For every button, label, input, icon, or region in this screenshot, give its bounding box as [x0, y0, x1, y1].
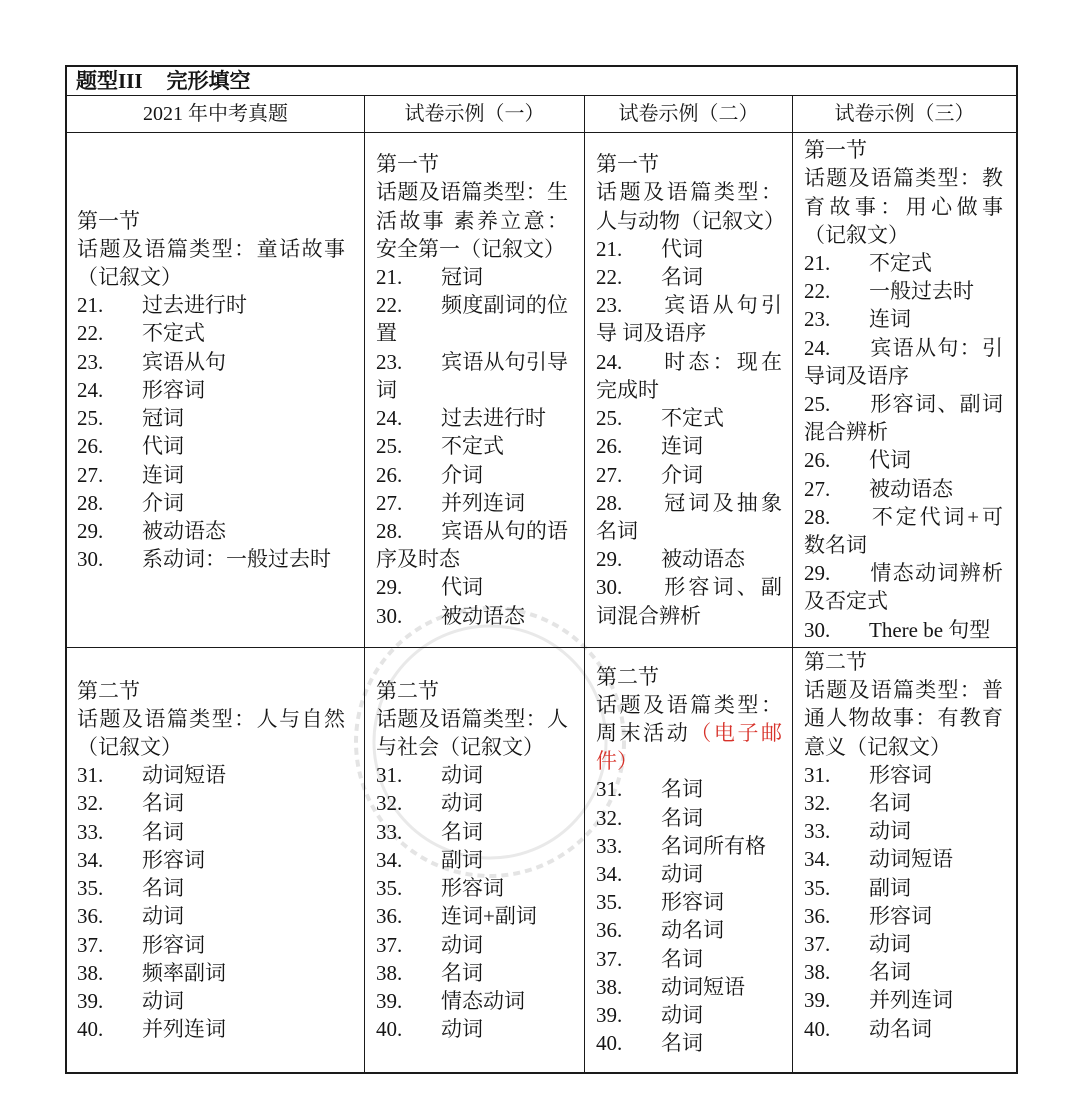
list-item: [804, 503, 1003, 559]
item-number: 25.: [596, 406, 623, 431]
item-number: 34.: [77, 847, 104, 872]
topic-text: 话题及语篇类型：童话故事（记叙文）: [77, 236, 345, 290]
item-grammar-point: 形容词: [869, 903, 932, 928]
item-number: 23.: [77, 349, 104, 374]
item-number: 31.: [596, 777, 623, 802]
item-number: 21.: [376, 265, 403, 290]
list-item: [804, 902, 1003, 930]
list-item: [376, 846, 568, 874]
item-number: 27.: [77, 462, 104, 487]
item-number: 32.: [376, 791, 403, 816]
item-grammar-point: 宾语从句的语序及时态: [376, 518, 568, 572]
cell-content: [376, 677, 568, 1044]
item-number: 22.: [376, 293, 403, 318]
item-number: 38.: [596, 974, 623, 999]
list-item: [596, 973, 782, 1001]
item-grammar-point: 动词: [441, 1017, 483, 1042]
item-number: 22.: [77, 321, 104, 346]
item-number: 32.: [77, 791, 104, 816]
item-grammar-point: 宾语从句：引导词及语序: [804, 335, 1003, 388]
column-header-sample-2: 试卷示例（二）: [584, 95, 793, 133]
item-number: 26.: [77, 434, 104, 459]
item-grammar-point: 连词: [142, 462, 184, 487]
item-grammar-point: 动名词: [661, 918, 724, 943]
cell-content: [804, 648, 1003, 1043]
item-number: 24.: [376, 406, 403, 431]
list-item: [804, 616, 1003, 644]
item-grammar-point: 过去进行时: [142, 293, 247, 318]
list-item: [804, 986, 1003, 1014]
question-type-name: 完形填空: [166, 69, 251, 93]
item-number: 32.: [596, 805, 623, 830]
topic-text: 话题及语篇类型：人与动物（记叙文）: [596, 180, 785, 233]
list-item: [596, 404, 782, 432]
list-item: [596, 775, 782, 803]
item-number: 27.: [804, 476, 831, 501]
section-1-sample-2-cell: [584, 132, 793, 648]
item-grammar-point: 动词: [661, 862, 703, 886]
list-item: [376, 931, 568, 959]
list-item: [804, 277, 1003, 305]
topic-text: 话题及语篇类型：生活故事 素养立意：安全第一（记叙文）: [376, 180, 568, 261]
item-grammar-point: 连词+副词: [441, 904, 537, 929]
item-number: 38.: [804, 960, 831, 985]
section-heading: 第一节: [77, 208, 140, 233]
item-grammar-point: 名词: [661, 777, 703, 802]
item-grammar-point: 名词: [661, 1031, 703, 1056]
item-grammar-point: 动词: [869, 932, 911, 957]
list-item: [77, 818, 345, 846]
item-number: 30.: [77, 547, 104, 572]
list-item: [596, 888, 782, 916]
item-number: 27.: [596, 462, 623, 487]
list-item: [596, 860, 782, 888]
list-item: [596, 263, 782, 291]
item-number: 40.: [596, 1031, 623, 1056]
item-grammar-point: 不定代词+可数名词: [804, 504, 1003, 558]
topic-line: [376, 178, 568, 263]
item-grammar-point: 冠词及抽象名词: [596, 490, 782, 543]
list-item: [376, 461, 568, 489]
item-grammar-point: 动词: [869, 819, 911, 844]
section-heading: 第一节: [804, 138, 867, 163]
section-heading: 第二节: [77, 678, 140, 703]
question-type-label: 题型III: [76, 69, 143, 93]
item-grammar-point: 不定式: [441, 434, 504, 459]
section-2-2021-exam-cell: [66, 647, 365, 1073]
item-grammar-point: 代词: [869, 448, 911, 473]
list-item: [804, 249, 1003, 277]
item-number: 40.: [804, 1016, 831, 1041]
item-number: 28.: [77, 490, 104, 515]
item-grammar-point: 介词: [441, 462, 483, 487]
list-item: [376, 432, 568, 460]
item-grammar-point: 动词: [441, 791, 483, 816]
item-number: 36.: [376, 904, 403, 929]
item-number: 22.: [596, 265, 623, 290]
list-item: [77, 291, 345, 319]
list-item: [596, 832, 782, 860]
item-number: 29.: [804, 561, 831, 586]
topic-line: [376, 705, 568, 761]
item-grammar-point: 一般过去时: [869, 279, 974, 304]
item-number: 38.: [77, 960, 104, 985]
list-item: [804, 958, 1003, 986]
item-grammar-point: 不定式: [869, 250, 932, 275]
list-item: [596, 235, 782, 263]
cell-content: [596, 663, 782, 1058]
item-grammar-point: 名词: [869, 960, 911, 985]
item-grammar-point: 动词短语: [869, 847, 953, 872]
item-number: 30.: [596, 575, 623, 600]
item-grammar-point: 动词: [142, 988, 184, 1013]
list-item: [376, 263, 568, 291]
item-grammar-point: 被动语态: [142, 518, 226, 543]
item-grammar-point: 介词: [142, 490, 184, 515]
list-item: [376, 874, 568, 902]
table-title-row: [66, 66, 1017, 96]
item-number: 31.: [77, 763, 104, 788]
cell-content: [596, 150, 785, 629]
list-item: [596, 945, 782, 973]
list-item: [804, 475, 1003, 503]
item-grammar-point: 形容词: [142, 847, 205, 872]
list-item: [596, 916, 782, 944]
item-grammar-point: There be 句型: [869, 617, 991, 642]
list-item: [804, 305, 1003, 333]
list-item: [804, 390, 1003, 446]
item-number: 39.: [804, 988, 831, 1013]
grammar-table: [66, 66, 1017, 1073]
item-grammar-point: 代词: [441, 575, 483, 600]
list-item: [77, 902, 345, 930]
item-number: 38.: [376, 960, 403, 985]
list-item: [77, 545, 345, 573]
item-grammar-point: 并列连词: [441, 490, 525, 515]
section-heading: 第二节: [376, 678, 439, 703]
item-number: 29.: [77, 518, 104, 543]
item-grammar-point: 形容词: [869, 762, 932, 787]
item-number: 37.: [376, 932, 403, 957]
item-grammar-point: 频率副词: [142, 960, 226, 985]
list-item: [376, 573, 568, 601]
topic-line: [804, 164, 1003, 249]
list-item: [376, 818, 568, 846]
item-grammar-point: 形容词: [142, 377, 205, 402]
list-item: [596, 291, 782, 347]
section-heading: 第一节: [596, 152, 659, 177]
list-item: [77, 319, 345, 347]
item-number: 34.: [376, 847, 403, 872]
list-item: [596, 432, 782, 460]
item-number: 28.: [376, 518, 403, 543]
list-item: [376, 489, 568, 517]
section-1-sample-1-cell: [364, 132, 585, 648]
item-grammar-point: 动词: [142, 904, 184, 929]
item-grammar-point: 形容词、副词混合辨析: [596, 575, 782, 628]
item-grammar-point: 形容词: [441, 876, 504, 901]
item-grammar-point: 副词: [869, 875, 911, 900]
topic-text: 话题及语篇类型：教育故事：用心做事（记叙文）: [804, 166, 1003, 247]
item-number: 27.: [376, 490, 403, 515]
item-number: 33.: [376, 819, 403, 844]
list-item: [596, 489, 782, 545]
list-item: [376, 761, 568, 789]
item-number: 28.: [596, 490, 623, 515]
list-item: [804, 446, 1003, 474]
item-number: 24.: [77, 377, 104, 402]
item-number: 35.: [804, 875, 831, 900]
topic-line: [77, 235, 345, 291]
item-number: 24.: [596, 349, 623, 374]
list-item: [376, 987, 568, 1015]
item-grammar-point: 形容词: [142, 932, 205, 957]
item-number: 28.: [804, 504, 831, 529]
list-item: [376, 348, 568, 404]
list-item: [77, 846, 345, 874]
topic-text: 话题及语篇类型：周末活动: [596, 692, 782, 745]
item-grammar-point: 名词: [661, 265, 703, 290]
list-item: [596, 804, 782, 832]
item-number: 40.: [376, 1017, 403, 1042]
item-grammar-point: 动词短语: [661, 974, 745, 999]
cell-content: [376, 150, 568, 629]
list-item: [77, 348, 345, 376]
item-grammar-point: 系动词：一般过去时: [142, 547, 331, 572]
section-1-2021-exam-cell: [66, 132, 365, 648]
item-number: 36.: [77, 904, 104, 929]
list-item: [77, 874, 345, 902]
item-number: 21.: [77, 293, 104, 318]
topic-highlight: （电子邮件）: [596, 720, 783, 774]
item-number: 36.: [804, 903, 831, 928]
item-number: 35.: [376, 876, 403, 901]
list-item: [804, 789, 1003, 817]
item-grammar-point: 被动语态: [869, 476, 953, 501]
item-grammar-point: 形容词: [661, 890, 724, 915]
item-number: 33.: [77, 819, 104, 844]
item-grammar-point: 动名词: [869, 1016, 932, 1041]
item-number: 23.: [376, 349, 403, 374]
item-number: 23.: [804, 307, 831, 332]
item-grammar-point: 冠词: [441, 265, 483, 290]
item-grammar-point: 频度副词的位置: [376, 293, 568, 346]
cell-content: [77, 677, 345, 1044]
item-number: 21.: [596, 236, 623, 261]
list-item: [376, 602, 568, 630]
item-grammar-point: 代词: [661, 236, 703, 261]
item-number: 34.: [596, 862, 623, 886]
list-item: [804, 845, 1003, 873]
list-item: [804, 334, 1003, 390]
item-grammar-point: 动词: [661, 1003, 703, 1028]
item-number: 23.: [596, 293, 623, 318]
item-number: 36.: [596, 918, 623, 943]
topic-line: [804, 676, 1003, 761]
item-grammar-point: 名词: [441, 819, 483, 844]
list-item: [77, 959, 345, 987]
list-item: [77, 376, 345, 404]
list-item: [77, 1015, 345, 1043]
list-item: [77, 489, 345, 517]
column-header-sample-1: 试卷示例（一）: [364, 95, 585, 133]
section-1-sample-3-cell: [792, 132, 1017, 648]
item-grammar-point: 名词: [142, 876, 184, 901]
item-grammar-point: 名词: [869, 791, 911, 816]
item-number: 25.: [77, 406, 104, 431]
item-number: 35.: [77, 876, 104, 901]
item-grammar-point: 被动语态: [661, 547, 745, 572]
item-grammar-point: 并列连词: [142, 1017, 226, 1042]
topic-text: 话题及语篇类型：人与社会（记叙文）: [376, 706, 568, 760]
item-grammar-point: 动词短语: [142, 763, 226, 788]
item-number: 37.: [77, 932, 104, 957]
section-2-sample-1-cell: [364, 647, 585, 1073]
list-item: [77, 461, 345, 489]
item-number: 24.: [804, 335, 831, 360]
item-grammar-point: 宾语从句引导词: [376, 349, 568, 402]
item-number: 32.: [804, 791, 831, 816]
item-grammar-point: 形容词、副词混合辨析: [804, 392, 1003, 445]
list-item: [804, 930, 1003, 958]
item-grammar-point: 连词: [661, 434, 703, 459]
list-item: [77, 761, 345, 789]
item-grammar-point: 动词: [441, 932, 483, 957]
topic-line: [596, 691, 782, 776]
item-grammar-point: 冠词: [142, 406, 184, 431]
item-number: 22.: [804, 279, 831, 304]
item-number: 31.: [804, 762, 831, 787]
item-number: 33.: [596, 833, 623, 858]
item-number: 29.: [596, 547, 623, 572]
item-grammar-point: 过去进行时: [441, 406, 546, 431]
cell-content: [77, 207, 345, 574]
item-grammar-point: 连词: [869, 307, 911, 332]
list-item: [376, 404, 568, 432]
topic-text: 话题及语篇类型：普通人物故事：有教育意义（记叙文）: [804, 678, 1003, 759]
topic-line: [77, 705, 345, 761]
list-item: [77, 517, 345, 545]
section-heading: 第一节: [376, 152, 439, 177]
item-number: 29.: [376, 575, 403, 600]
item-grammar-point: 并列连词: [869, 988, 953, 1013]
item-number: 21.: [804, 250, 831, 275]
item-number: 26.: [804, 448, 831, 473]
item-grammar-point: 名词: [661, 946, 703, 971]
item-number: 33.: [804, 819, 831, 844]
list-item: [596, 1029, 782, 1057]
list-item: [596, 573, 782, 629]
item-number: 37.: [804, 932, 831, 957]
section-2-sample-2-cell: [584, 647, 793, 1073]
item-number: 25.: [804, 392, 831, 416]
item-number: 30.: [804, 617, 831, 642]
list-item: [77, 987, 345, 1015]
item-number: 40.: [77, 1017, 104, 1042]
list-item: [804, 1015, 1003, 1043]
item-number: 39.: [596, 1003, 623, 1028]
list-item: [596, 461, 782, 489]
list-item: [596, 545, 782, 573]
item-grammar-point: 名词: [661, 805, 703, 830]
item-grammar-point: 名词: [142, 819, 184, 844]
column-header-sample-3: 试卷示例（三）: [792, 95, 1017, 133]
list-item: [804, 874, 1003, 902]
list-item: [77, 789, 345, 817]
item-grammar-point: 动词: [441, 763, 483, 788]
item-number: 26.: [596, 434, 623, 459]
item-grammar-point: 介词: [661, 462, 703, 487]
item-number: 26.: [376, 462, 403, 487]
list-item: [376, 291, 568, 347]
section-heading: 第二节: [596, 664, 659, 689]
item-grammar-point: 被动语态: [441, 603, 525, 628]
item-grammar-point: 代词: [142, 434, 184, 459]
item-number: 31.: [376, 763, 403, 788]
item-grammar-point: 副词: [441, 847, 483, 872]
item-grammar-point: 名词: [142, 791, 184, 816]
item-number: 35.: [596, 890, 623, 915]
list-item: [376, 902, 568, 930]
list-item: [77, 432, 345, 460]
list-item: [596, 348, 782, 404]
section-heading: 第二节: [804, 650, 867, 674]
item-grammar-point: 不定式: [142, 321, 205, 346]
item-number: 39.: [376, 988, 403, 1013]
item-number: 25.: [376, 434, 403, 459]
item-grammar-point: 宾语从句: [142, 349, 226, 374]
list-item: [804, 559, 1003, 615]
list-item: [77, 931, 345, 959]
topic-line: [596, 178, 785, 234]
item-grammar-point: 不定式: [661, 406, 724, 431]
list-item: [804, 817, 1003, 845]
item-grammar-point: 时态：现在完成时: [596, 349, 782, 402]
item-grammar-point: 情态动词辨析及否定式: [804, 561, 1003, 614]
list-item: [376, 1015, 568, 1043]
item-grammar-point: 名词所有格: [661, 833, 766, 858]
item-number: 34.: [804, 847, 831, 872]
item-number: 30.: [376, 603, 403, 628]
item-number: 39.: [77, 988, 104, 1013]
list-item: [596, 1001, 782, 1029]
list-item: [376, 959, 568, 987]
section-2-sample-3-cell: [792, 647, 1017, 1073]
item-number: 37.: [596, 946, 623, 971]
column-header-2021-exam: 2021 年中考真题: [66, 95, 365, 133]
topic-text: 话题及语篇类型：人与自然（记叙文）: [77, 706, 345, 760]
cell-content: [804, 136, 1003, 644]
list-item: [376, 789, 568, 817]
list-item: [804, 761, 1003, 789]
item-grammar-point: 情态动词: [441, 988, 525, 1013]
item-grammar-point: 宾语从句引导 词及语序: [596, 293, 782, 346]
list-item: [77, 404, 345, 432]
item-grammar-point: 名词: [441, 960, 483, 985]
list-item: [376, 517, 568, 573]
